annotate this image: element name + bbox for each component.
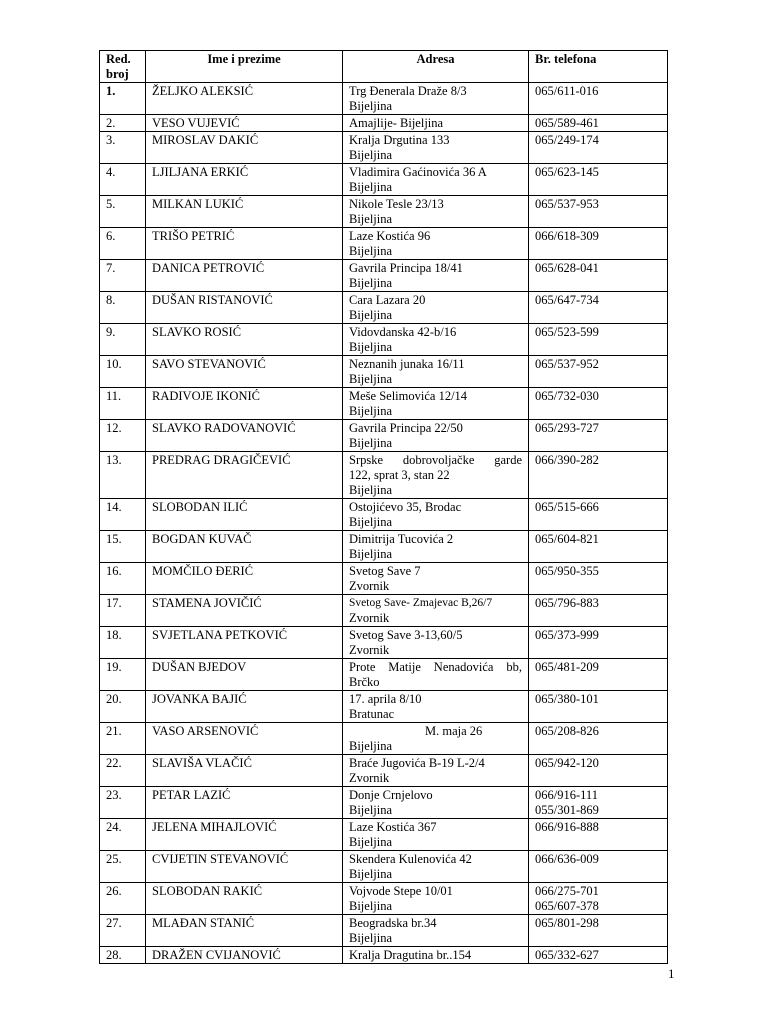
header-name: Ime i prezime — [146, 51, 343, 83]
row-phone — [529, 132, 668, 164]
table-row — [100, 691, 668, 723]
row-name: PREDRAG DRAGIČEVIĆ — [146, 452, 343, 499]
table-row — [100, 595, 668, 627]
table-row — [100, 196, 668, 228]
address-line: Laze Kostića 367 — [349, 820, 437, 834]
address-line: Amajlije- Bijeljina — [349, 116, 444, 130]
row-address — [343, 388, 529, 420]
row-phone — [529, 755, 668, 787]
row-number: 23. — [100, 787, 146, 819]
address-line: Prote Matije Nenadovića bb, — [349, 660, 522, 674]
address-line: Trg Đenerala Draže 8/3 — [349, 84, 467, 98]
header-row — [100, 51, 668, 83]
table-row — [100, 228, 668, 260]
address-line: Bijeljina — [349, 372, 393, 386]
row-number: 27. — [100, 915, 146, 947]
table-header — [100, 51, 668, 83]
row-phone — [529, 499, 668, 531]
row-address — [343, 531, 529, 563]
row-name: DUŠAN BJEDOV — [146, 659, 343, 691]
row-number: 11. — [100, 388, 146, 420]
address-line: Bijeljina — [349, 835, 393, 849]
row-address — [343, 452, 529, 499]
row-number: 14. — [100, 499, 146, 531]
row-name: MOMČILO ĐERIĆ — [146, 563, 343, 595]
address-line: Bijeljina — [349, 212, 393, 226]
row-phone — [529, 659, 668, 691]
address-line: Srpske dobrovoljačke garde — [349, 453, 522, 467]
row-number: 20. — [100, 691, 146, 723]
table-row — [100, 356, 668, 388]
row-number: 2. — [100, 115, 146, 132]
row-number: 25. — [100, 851, 146, 883]
address-line: Bijeljina — [349, 340, 393, 354]
address-line: Bijeljina — [349, 404, 393, 418]
address-line: Bijeljina — [349, 739, 393, 753]
phone-line: 065/611-016 — [535, 84, 599, 98]
phone-line: 065/380-101 — [535, 692, 599, 706]
address-line: Svetog Save 7 — [349, 564, 421, 578]
row-phone — [529, 196, 668, 228]
address-line: Bijeljina — [349, 867, 393, 881]
phone-line: 065/332-627 — [535, 948, 599, 962]
phone-line: 065/942-120 — [535, 756, 599, 770]
row-name: TRIŠO PETRIĆ — [146, 228, 343, 260]
row-phone — [529, 324, 668, 356]
row-phone — [529, 563, 668, 595]
phone-line: 065/523-599 — [535, 325, 599, 339]
row-name: MLAĐAN STANIĆ — [146, 915, 343, 947]
row-number: 12. — [100, 420, 146, 452]
row-phone — [529, 787, 668, 819]
row-number: 22. — [100, 755, 146, 787]
address-line: Bijeljina — [349, 148, 393, 162]
phone-line: 066/390-282 — [535, 453, 599, 467]
phone-line: 066/916-111 — [535, 788, 598, 802]
table-row — [100, 947, 668, 964]
address-line: Bijeljina — [349, 436, 393, 450]
row-phone — [529, 723, 668, 755]
row-address — [343, 132, 529, 164]
phone-line: 065/604-821 — [535, 532, 599, 546]
row-number: 18. — [100, 627, 146, 659]
row-name: LJILJANA ERKIĆ — [146, 164, 343, 196]
row-address — [343, 292, 529, 324]
address-line: Bijeljina — [349, 515, 393, 529]
table-row — [100, 851, 668, 883]
row-phone — [529, 356, 668, 388]
row-phone — [529, 83, 668, 115]
phone-line: 066/618-309 — [535, 229, 599, 243]
row-name: MILKAN LUKIĆ — [146, 196, 343, 228]
table-row — [100, 915, 668, 947]
row-name: SLAVKO RADOVANOVIĆ — [146, 420, 343, 452]
address-line: Bijeljina — [349, 276, 393, 290]
table-row — [100, 388, 668, 420]
phone-line: 065/208-826 — [535, 724, 599, 738]
row-phone — [529, 819, 668, 851]
table-row — [100, 83, 668, 115]
row-phone — [529, 420, 668, 452]
phone-line: 065/801-298 — [535, 916, 599, 930]
row-phone — [529, 452, 668, 499]
row-phone — [529, 595, 668, 627]
address-line: Bijeljina — [349, 308, 393, 322]
address-line: Beogradska br.34 — [349, 916, 437, 930]
phone-line: 065/373-999 — [535, 628, 599, 642]
address-line: Bijeljina — [349, 483, 393, 497]
address-line: 17. aprila 8/10 — [349, 692, 422, 706]
row-name: CVIJETIN STEVANOVIĆ — [146, 851, 343, 883]
address-line: Cara Lazara 20 — [349, 293, 426, 307]
row-address — [343, 196, 529, 228]
address-line: Bratunac — [349, 707, 395, 721]
phone-line: 065/293-727 — [535, 421, 599, 435]
row-name: RADIVOJE IKONIĆ — [146, 388, 343, 420]
phone-line: 065/607-378 — [535, 899, 599, 913]
phone-line: 066/275-701 — [535, 884, 599, 898]
row-phone — [529, 260, 668, 292]
address-line: Vojvode Stepe 10/01 — [349, 884, 453, 898]
header-num-line: broj — [106, 67, 129, 81]
row-address — [343, 883, 529, 915]
address-line: Svetog Save- Zmajevac B,26/7 — [349, 597, 493, 609]
table-row — [100, 883, 668, 915]
phone-line: 065/732-030 — [535, 389, 599, 403]
address-line: Bijeljina — [349, 99, 393, 113]
row-number: 6. — [100, 228, 146, 260]
row-name: SAVO STEVANOVIĆ — [146, 356, 343, 388]
row-address — [343, 947, 529, 964]
table-row — [100, 787, 668, 819]
table-row — [100, 659, 668, 691]
address-line: Zvornik — [349, 579, 390, 593]
address-line: Gavrila Principa 18/41 — [349, 261, 463, 275]
row-name: ŽELJKO ALEKSIĆ — [146, 83, 343, 115]
phone-line: 065/950-355 — [535, 564, 599, 578]
table-row — [100, 819, 668, 851]
row-address — [343, 83, 529, 115]
address-line: Neznanih junaka 16/11 — [349, 357, 465, 371]
address-line: Skendera Kulenovića 42 — [349, 852, 472, 866]
row-number: 5. — [100, 196, 146, 228]
row-address — [343, 915, 529, 947]
row-number: 9. — [100, 324, 146, 356]
row-address — [343, 627, 529, 659]
row-name: SLAVIŠA VLAČIĆ — [146, 755, 343, 787]
table-row — [100, 164, 668, 196]
row-address — [343, 228, 529, 260]
row-number: 4. — [100, 164, 146, 196]
row-number: 3. — [100, 132, 146, 164]
row-address — [343, 356, 529, 388]
row-address — [343, 787, 529, 819]
row-name: DRAŽEN CVIJANOVIĆ — [146, 947, 343, 964]
phone-line: 055/301-869 — [535, 803, 599, 817]
phone-line: 065/647-734 — [535, 293, 599, 307]
row-phone — [529, 388, 668, 420]
phone-line: 065/623-145 — [535, 165, 599, 179]
row-address — [343, 851, 529, 883]
address-line: Ostojićevo 35, Brodac — [349, 500, 462, 514]
phone-line: 065/628-041 — [535, 261, 599, 275]
row-address — [343, 260, 529, 292]
header-num — [100, 51, 146, 83]
phone-line: 065/537-952 — [535, 357, 599, 371]
header-phone: Br. telefona — [529, 51, 668, 83]
address-line: Zvornik — [349, 611, 390, 625]
row-phone — [529, 531, 668, 563]
row-name: STAMENA JOVIČIĆ — [146, 595, 343, 627]
row-number: 8. — [100, 292, 146, 324]
address-line: Gavrila Principa 22/50 — [349, 421, 463, 435]
header-address: Adresa — [343, 51, 529, 83]
row-name: VASO ARSENOVIĆ — [146, 723, 343, 755]
row-name: SLOBODAN ILIĆ — [146, 499, 343, 531]
row-phone — [529, 164, 668, 196]
contacts-table — [99, 50, 668, 964]
row-number: 13. — [100, 452, 146, 499]
row-name: JELENA MIHAJLOVIĆ — [146, 819, 343, 851]
address-line: M. maja 26 — [425, 724, 483, 738]
address-line: Kralja Drgutina 133 — [349, 133, 450, 147]
row-phone — [529, 947, 668, 964]
address-line: Braće Jugovića B-19 L-2/4 — [349, 756, 485, 770]
address-line: Bijeljina — [349, 803, 393, 817]
phone-line: 065/481-209 — [535, 660, 599, 674]
row-number: 7. — [100, 260, 146, 292]
row-name: SLOBODAN RAKIĆ — [146, 883, 343, 915]
phone-line: 066/636-009 — [535, 852, 599, 866]
row-address — [343, 164, 529, 196]
table-row — [100, 563, 668, 595]
address-line: Meše Selimovića 12/14 — [349, 389, 468, 403]
table-row — [100, 531, 668, 563]
address-line: Brčko — [349, 675, 380, 689]
table-row — [100, 452, 668, 499]
row-name: BOGDAN KUVAČ — [146, 531, 343, 563]
address-line: Bijeljina — [349, 244, 393, 258]
row-number: 1. — [100, 83, 146, 115]
row-number: 28. — [100, 947, 146, 964]
address-line: Vidovdanska 42-b/16 — [349, 325, 457, 339]
address-line: Zvornik — [349, 771, 390, 785]
address-line: Kralja Dragutina br..154 — [349, 948, 472, 962]
row-name: SLAVKO ROSIĆ — [146, 324, 343, 356]
row-name: VESO VUJEVIĆ — [146, 115, 343, 132]
table-row — [100, 132, 668, 164]
row-phone — [529, 915, 668, 947]
row-address — [343, 499, 529, 531]
address-line: Laze Kostića 96 — [349, 229, 431, 243]
row-name: PETAR LAZIĆ — [146, 787, 343, 819]
row-address — [343, 595, 529, 627]
row-phone — [529, 292, 668, 324]
row-address — [343, 659, 529, 691]
row-number: 21. — [100, 723, 146, 755]
phone-line: 065/515-666 — [535, 500, 599, 514]
row-name: JOVANKA BAJIĆ — [146, 691, 343, 723]
row-phone — [529, 851, 668, 883]
row-address — [343, 324, 529, 356]
table-row — [100, 723, 668, 755]
table-row — [100, 115, 668, 132]
address-line: Bijeljina — [349, 547, 393, 561]
phone-line: 065/796-883 — [535, 596, 599, 610]
address-line: Donje Crnjelovo — [349, 788, 433, 802]
table-row — [100, 755, 668, 787]
table-row — [100, 324, 668, 356]
row-number: 17. — [100, 595, 146, 627]
address-line: 122, sprat 3, stan 22 — [349, 468, 450, 482]
row-name: DUŠAN RISTANOVIĆ — [146, 292, 343, 324]
table-row — [100, 499, 668, 531]
address-line: Vladimira Gaćinovića 36 A — [349, 165, 487, 179]
phone-line: 066/916-888 — [535, 820, 599, 834]
row-address — [343, 723, 529, 755]
phone-line: 065/249-174 — [535, 133, 599, 147]
address-line: Bijeljina — [349, 899, 393, 913]
table-row — [100, 260, 668, 292]
row-address — [343, 755, 529, 787]
row-name: DANICA PETROVIĆ — [146, 260, 343, 292]
address-line: Bijeljina — [349, 180, 393, 194]
page-number: 1 — [668, 966, 675, 981]
row-number: 15. — [100, 531, 146, 563]
row-phone — [529, 691, 668, 723]
row-number: 26. — [100, 883, 146, 915]
address-line: Nikole Tesle 23/13 — [349, 197, 444, 211]
row-address — [343, 420, 529, 452]
row-phone — [529, 115, 668, 132]
row-number: 16. — [100, 563, 146, 595]
address-line: Zvornik — [349, 643, 390, 657]
address-line: Bijeljina — [349, 931, 393, 945]
row-name: MIROSLAV DAKIĆ — [146, 132, 343, 164]
table-row — [100, 627, 668, 659]
row-address — [343, 819, 529, 851]
header-num-line: Red. — [106, 52, 131, 66]
row-number: 24. — [100, 819, 146, 851]
phone-line: 065/589-461 — [535, 116, 599, 130]
address-line: Svetog Save 3-13,60/5 — [349, 628, 463, 642]
row-name: SVJETLANA PETKOVIĆ — [146, 627, 343, 659]
row-address — [343, 691, 529, 723]
table-row — [100, 420, 668, 452]
address-line: Dimitrija Tucovića 2 — [349, 532, 454, 546]
row-address — [343, 563, 529, 595]
row-address — [343, 115, 529, 132]
row-number: 10. — [100, 356, 146, 388]
table-body — [100, 83, 668, 964]
phone-line: 065/537-953 — [535, 197, 599, 211]
row-phone — [529, 228, 668, 260]
table-row — [100, 292, 668, 324]
row-phone — [529, 883, 668, 915]
row-number: 19. — [100, 659, 146, 691]
row-phone — [529, 627, 668, 659]
